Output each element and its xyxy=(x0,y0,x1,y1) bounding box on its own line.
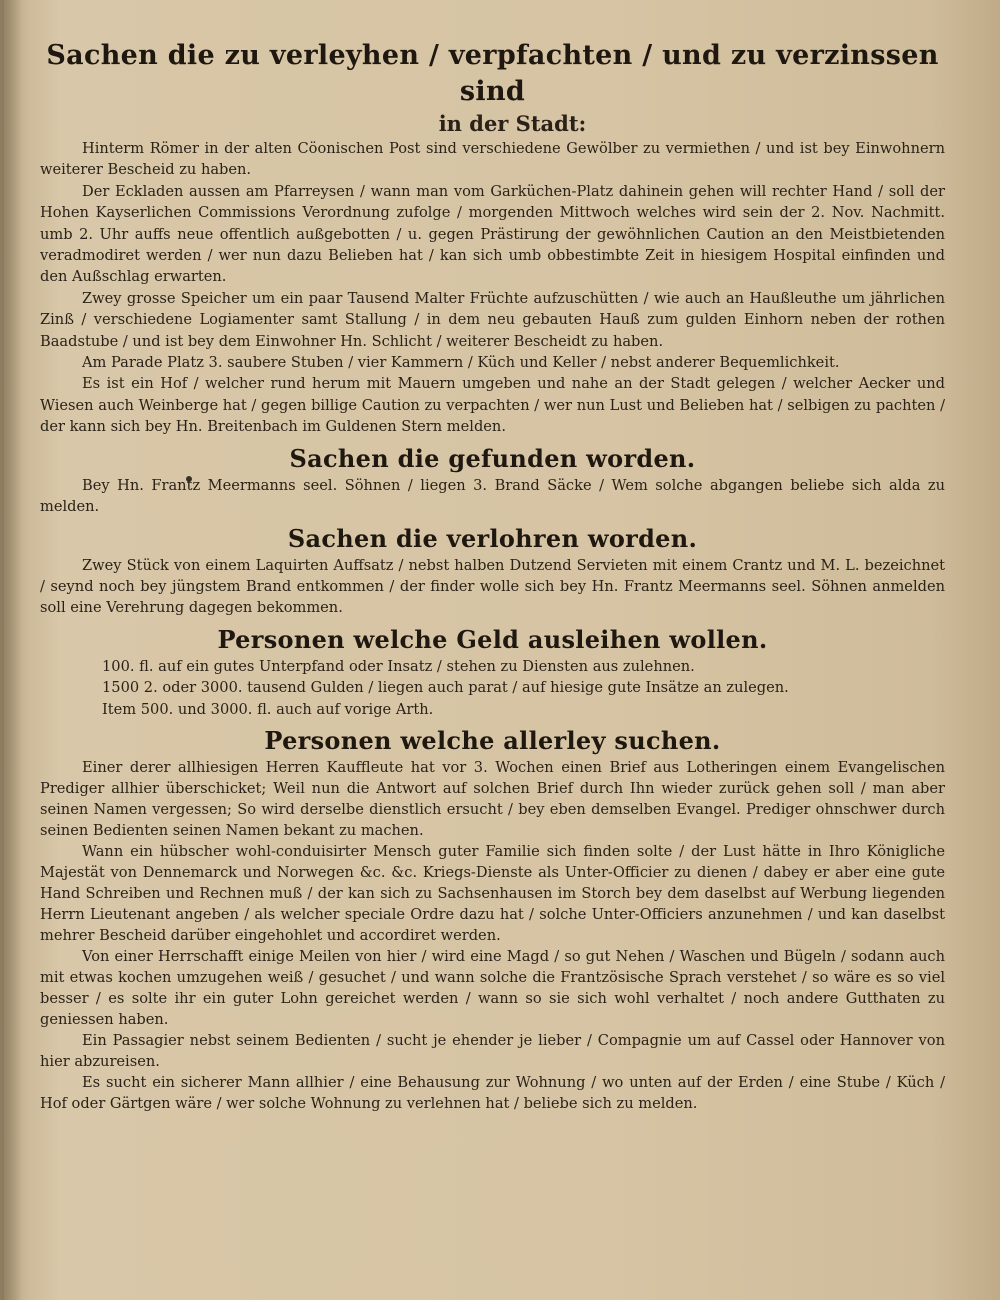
section-heading-found: Sachen die gefunden worden. xyxy=(289,443,696,473)
notice-paragraph: Es sucht ein sicherer Mann allhier / eine Behausung zur Wohnung / wo unten auf der Erden / eine Stube / Küch / Hof oder Gärtgen wäre / wer solche Wohnung zu verlehnen hat / beliebe sich zu melden. xyxy=(40,1073,945,1112)
notice-paragraph: Zwey grosse Speicher um ein paar Tausend Malter Früchte aufzuschütten / wie auch an Haußleuthe um jährlichen Zinß / verschiedene Logiamenter samt Stallung / in dem neu gebauten Hauß zum gulden Einhorn neben der rothen Baadstube / und ist bey dem Einwohner Hn. Schlicht / weiterer Bescheidt zu haben. xyxy=(40,289,945,350)
notice-paragraph: Zwey Stück von einem Laquirten Auffsatz / nebst halben Dutzend Servieten mit einem Crantz und M. L. bezeichnet / seynd noch bey jüngstem Brand entkommen / der finder wolle sich bey Hn. Frantz Meermanns seel. Söhnen anmelden soll eine Verehrung dagegen bekommen. xyxy=(40,556,945,617)
section-heading-lenders: Personen welche Geld ausleihen wollen. xyxy=(217,624,768,654)
notice-paragraph: Es ist ein Hof / welcher rund herum mit Mauern umgeben und nahe an der Stadt gelegen / welcher Aecker und Wiesen auch Weinberge hat / gegen billige Caution zu verpachten / wer nun Lust und Belieben hat / selbigen zu pachten / der kann sich bey Hn. Breitenbach im Guldenen Stern melden. xyxy=(40,375,945,436)
notice-paragraph: Item 500. und 3000. fl. auch auf vorige Arth. xyxy=(102,700,434,718)
section-heading-lost: Sachen die verlohren worden. xyxy=(287,523,698,553)
section-heading-seeking: Personen welche allerley suchen. xyxy=(264,725,721,755)
notice-paragraph: Von einer Herrschafft einige Meilen von hier / wird eine Magd / so gut Nehen / Waschen und Bügeln / sodann auch mit etwas kochen umzugehen weiß / gesuchet / und wann solche die Frantzösische Sprach verstehet / so wäre es so viel besser / es solte ihr ein guter Lohn gereichet werden / wann so sie sich wohl verhaltet / noch andere Gutthaten zu geniessen haben. xyxy=(40,947,945,1028)
section-subheading-city: in der Stadt: xyxy=(438,111,587,136)
section-lost xyxy=(40,522,945,619)
notice-paragraph: Ein Passagier nebst seinem Bedienten / sucht je ehender je lieber / Compagnie um auf Cassel oder Hannover von hier abzureisen. xyxy=(40,1031,945,1070)
section-rentals xyxy=(40,38,945,438)
notice-paragraph: Hinterm Römer in der alten Cöonischen Post sind verschiedene Gewölber zu vermiethen / und ist bey Einwohnern weiterer Bescheid zu haben. xyxy=(40,140,945,179)
notice-paragraph: Der Eckladen aussen am Pfarreysen / wann man vom Garküchen-Platz dahinein gehen will rechter Hand / soll der Hohen Kayserlichen Commissions Verordnung zufolge / morgenden Mittwoch welches wird sein der 2. Nov. Nachmitt. umb 2. Uhr auffs neue offentlich außgebotten / u. gegen Prästirung der gewöhnlichen Caution an den Meistbietenden veradmodiret werden / wer nun dazu Belieben hat / kan sich umb obbestimbte Zeit in hiesigem Hospital einfinden und den Außschlag erwarten. xyxy=(40,182,945,286)
notice-paragraph: 1500 2. oder 3000. tausend Gulden / liegen auch parat / auf hiesige gute Insätze an zulegen. xyxy=(102,679,789,697)
section-lenders xyxy=(40,623,945,720)
section-found xyxy=(40,442,945,518)
notice-paragraph: Wann ein hübscher wohl-conduisirter Mensch guter Familie sich finden solte / der Lust hätte in Ihro Königliche Majestät von Dennemarck und Norwegen &c. &c. Kriegs-Dienste als Unter-Officier zu dienen / dabey er aber eine gute Hand Schreiben und Rechnen muß / der kan sich zu Sachsenhausen im Storch bey dem daselbst auf Werbung liegenden Herrn Lieutenant angeben / als welcher speciale Ordre dazu hat / solche Unter-Officiers anzunehmen / und kan daselbst mehrer Bescheid darüber eingehohlet und accordiret werden. xyxy=(40,842,945,944)
notice-paragraph: 100. fl. auf ein gutes Unterpfand oder Insatz / stehen zu Diensten aus zulehnen. xyxy=(102,657,695,675)
notice-paragraph: Bey Hn. Frantz Meermanns seel. Söhnen / liegen 3. Brand Säcke / Wem solche abgangen beliebe sich alda zu melden. xyxy=(40,476,945,516)
notice-paragraph: Am Parade Platz 3. saubere Stuben / vier Kammern / Küch und Keller / nebst anderer Bequemlichkeit. xyxy=(82,354,840,372)
section-heading-rentals: Sachen die zu verleyhen / verpfachten / und zu verzinssen sind xyxy=(46,40,939,107)
notice-paragraph: Einer derer allhiesigen Herren Kauffleute hat vor 3. Wochen einen Brief aus Lotheringen einem Evangelischen Prediger allhier überschicket; Weil nun die Antwort auf solchen Brief durch Ihn wieder zurück gehen soll / man aber seinen Namen vergessen; So wird derselbe dienstlich ersucht / bey eben demselben Evangel. Prediger ohnschwer durch seinen Bedienten seinen Namen bekant zu machen. xyxy=(40,758,945,839)
newspaper-page xyxy=(40,38,945,1114)
page-shadow xyxy=(0,0,22,1300)
section-seeking xyxy=(40,724,945,1114)
